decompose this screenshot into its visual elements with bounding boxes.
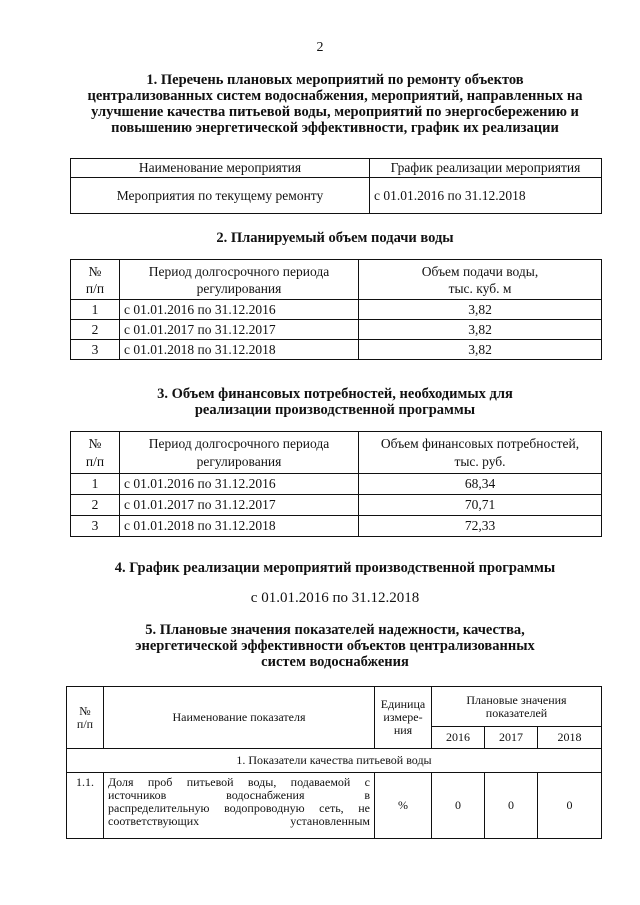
section3-table — [70, 431, 602, 537]
section4-title: 4. График реализации мероприятий производственной программы — [114, 560, 556, 576]
row-value: 72,33 — [359, 516, 602, 537]
row-num: 1 — [71, 474, 120, 495]
header-period — [120, 432, 359, 474]
header-unit-line: измере- — [383, 710, 423, 724]
header-num-line: № — [88, 263, 102, 279]
header-period-line: Период долгосрочного периода — [148, 435, 330, 451]
header-period-line: регулирования — [196, 453, 282, 469]
header-period — [120, 260, 359, 300]
header-unit-line: Единица — [380, 697, 426, 711]
header-period-line: Период долгосрочного периода — [148, 263, 330, 279]
header-year: 2016 — [432, 727, 485, 749]
group-heading: 1. Показатели качества питьевой воды — [67, 749, 602, 773]
indicator-name — [104, 773, 375, 839]
header-num-line: п/п — [76, 716, 94, 731]
section5-title — [60, 622, 610, 670]
header-num-line: № — [88, 435, 102, 451]
header-planned — [432, 687, 602, 727]
row-num: 3 — [71, 340, 120, 360]
header-num — [71, 432, 120, 474]
schedule-cell: с 01.01.2016 по 31.12.2018 — [370, 178, 602, 214]
unit-cell: % — [375, 773, 432, 839]
section1-title-line: централизованных систем водоснабжения, мероприятий, направленных на — [87, 88, 583, 104]
measure-cell: Мероприятия по текущему ремонту — [71, 178, 370, 214]
row-value: 3,82 — [359, 340, 602, 360]
header-unit-line: ния — [393, 723, 413, 737]
row-value: 3,82 — [359, 320, 602, 340]
row-num: 3 — [71, 516, 120, 537]
section3-title-line: 3. Объем финансовых потребностей, необходимых для — [157, 386, 513, 402]
section1-title-line: 1. Перечень плановых мероприятий по ремонту объектов — [146, 72, 524, 88]
section3-title — [60, 386, 610, 418]
row-period: с 01.01.2017 по 31.12.2017 — [120, 320, 359, 340]
row-period: с 01.01.2018 по 31.12.2018 — [120, 340, 359, 360]
header-num-line: п/п — [85, 280, 105, 296]
header-finance — [359, 432, 602, 474]
header-planned-line: показателей — [485, 705, 548, 720]
header-num-line: № — [79, 703, 91, 718]
header-indicator: Наименование показателя — [104, 687, 375, 749]
row-period: с 01.01.2016 по 31.12.2016 — [120, 300, 359, 320]
row-period: с 01.01.2018 по 31.12.2018 — [120, 516, 359, 537]
header-planned-line: Плановые значения — [466, 692, 567, 707]
section1-table — [70, 158, 602, 214]
indicator-name-line: соответствующих установленным — [108, 814, 370, 828]
header-num — [67, 687, 104, 749]
section1-title-line: повышению энергетической эффективности, график их реализации — [111, 120, 559, 136]
section1-title — [60, 72, 610, 136]
section2-table — [70, 259, 602, 360]
header-volume — [359, 260, 602, 300]
header-finance-line: тыс. руб. — [454, 453, 506, 469]
header-year: 2018 — [538, 727, 602, 749]
section1-title-line: улучшение качества питьевой воды, мероприятий по энергосбережению и — [91, 104, 579, 120]
section2-title: 2. Планируемый объем подачи воды — [216, 230, 454, 246]
header-volume-line: Объем подачи воды, — [421, 263, 539, 279]
row-num: 2 — [71, 320, 120, 340]
row-period: с 01.01.2017 по 31.12.2017 — [120, 495, 359, 516]
section4-period: с 01.01.2016 по 31.12.2018 — [250, 590, 420, 606]
value-cell: 0 — [485, 773, 538, 839]
row-num: 1.1. — [67, 773, 104, 839]
header-finance-line: Объем финансовых потребностей, — [380, 435, 580, 451]
row-value: 70,71 — [359, 495, 602, 516]
row-num: 1 — [71, 300, 120, 320]
header-volume-line: тыс. куб. м — [448, 280, 512, 296]
row-value: 3,82 — [359, 300, 602, 320]
section5-title-line: систем водоснабжения — [261, 654, 409, 670]
indicator-name-line: источников водоснабжения в — [108, 788, 370, 802]
row-value: 68,34 — [359, 474, 602, 495]
section3-title-line: реализации производственной программы — [194, 402, 476, 418]
section5-title-line: энергетической эффективности объектов централизованных — [135, 638, 535, 654]
header-schedule: График реализации мероприятия — [370, 159, 602, 178]
value-cell: 0 — [538, 773, 602, 839]
indicator-name-line: распределительную водопроводную сеть, не — [108, 801, 370, 815]
page-number: 2 — [316, 40, 324, 55]
header-period-line: регулирования — [196, 280, 282, 296]
section5-title-line: 5. Плановые значения показателей надежности, качества, — [145, 622, 525, 638]
row-period: с 01.01.2016 по 31.12.2016 — [120, 474, 359, 495]
row-num: 2 — [71, 495, 120, 516]
indicator-name-line: Доля проб питьевой воды, подаваемой с — [108, 775, 370, 789]
value-cell: 0 — [432, 773, 485, 839]
section5-table — [66, 686, 602, 839]
header-unit — [375, 687, 432, 749]
header-year: 2017 — [485, 727, 538, 749]
header-num — [71, 260, 120, 300]
header-num-line: п/п — [85, 453, 105, 469]
header-measure: Наименование мероприятия — [71, 159, 370, 178]
